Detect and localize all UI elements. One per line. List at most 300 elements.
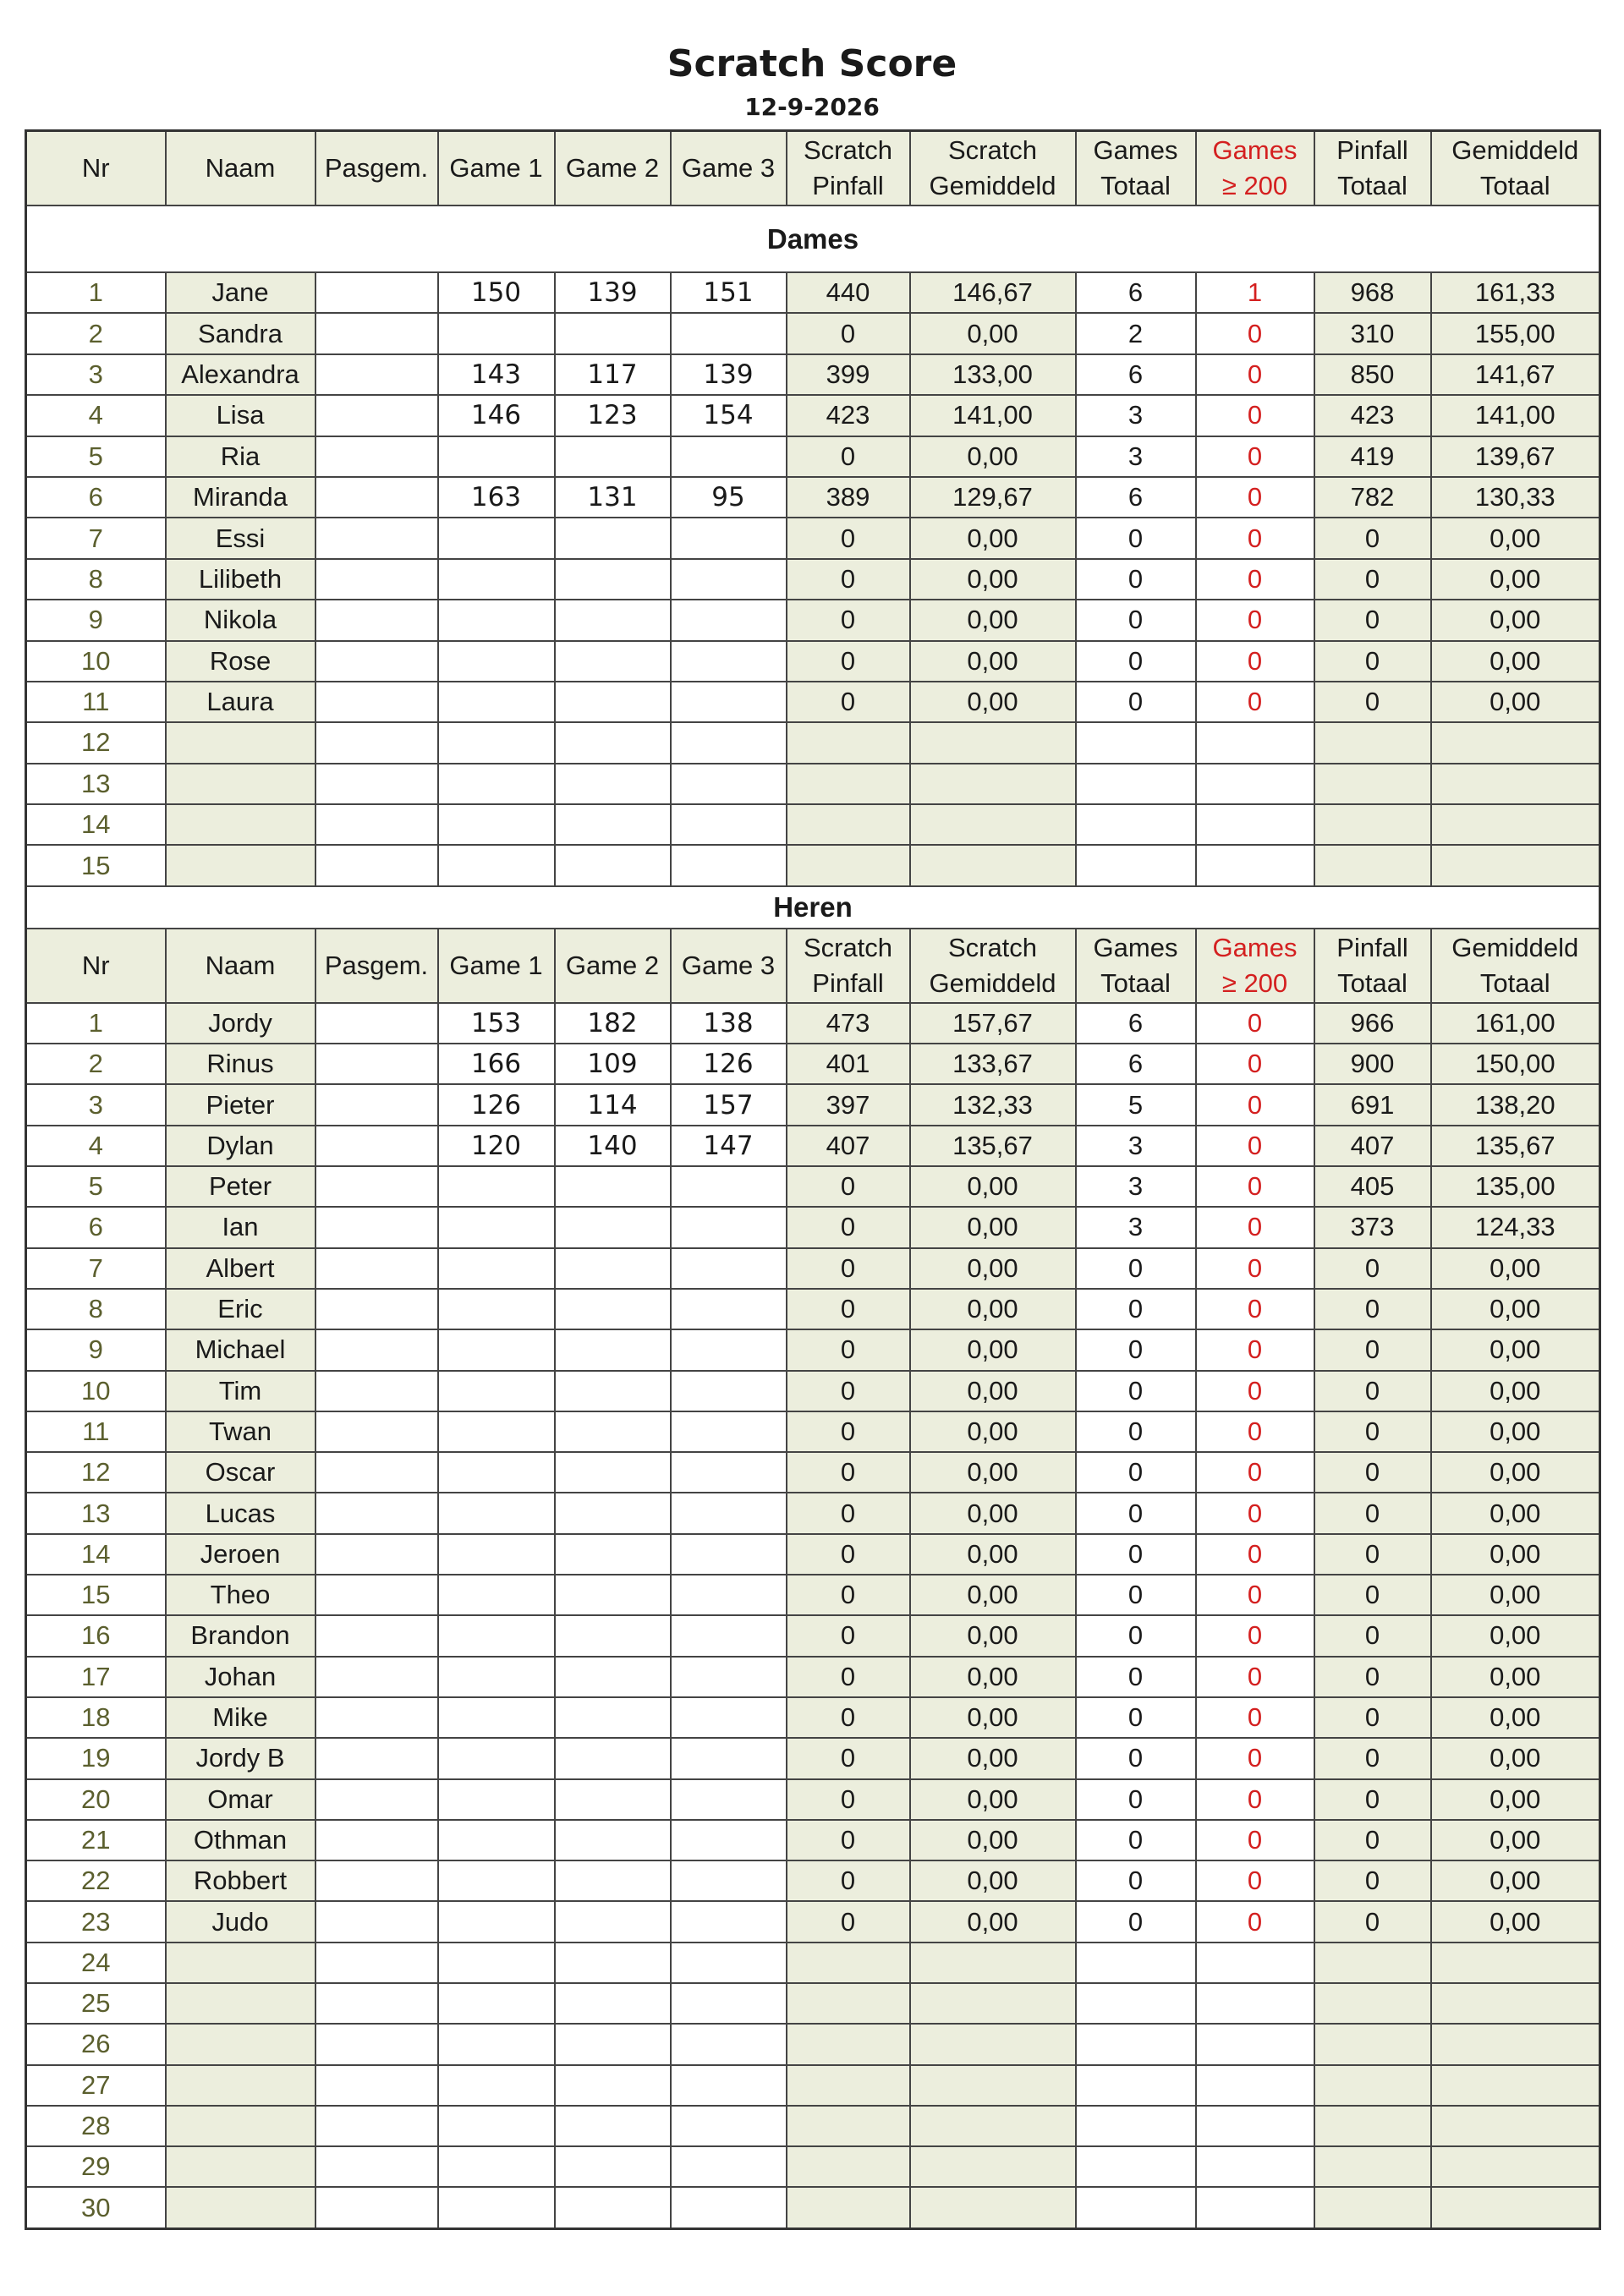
cell-scratch-pinfall: 0 [787,1901,910,1942]
cell-games-totaal: 5 [1076,1084,1196,1125]
cell-gemiddeld-totaal: 0,00 [1431,1779,1600,1820]
cell-game-1: 143 [438,354,555,395]
header-game-3 [671,929,787,1003]
cell-game-3 [671,2106,787,2146]
header-label: Gemiddeld [929,967,1056,998]
cell-game-1 [438,518,555,558]
cell-naam [166,804,315,845]
cell-game-3 [671,518,787,558]
cell-nr: 8 [26,1289,166,1329]
cell-pasgem [315,1248,438,1289]
cell-gemiddeld-totaal: 150,00 [1431,1044,1600,1084]
cell-naam [166,2065,315,2106]
cell-pinfall-totaal: 0 [1314,1820,1431,1860]
cell-naam: Nikola [166,600,315,640]
cell-gemiddeld-totaal: 161,00 [1431,1003,1600,1044]
table-row [26,1615,1600,1656]
cell-pasgem [315,682,438,722]
cell-games-200: 0 [1196,1003,1314,1044]
header-nr [26,929,166,1003]
cell-pasgem [315,1166,438,1207]
section-title: Heren [26,886,1600,929]
cell-game-3 [671,1452,787,1493]
cell-games-totaal: 3 [1076,395,1196,436]
cell-gemiddeld-totaal [1431,845,1600,885]
cell-pinfall-totaal: 0 [1314,1779,1431,1820]
cell-scratch-gemiddeld: 0,00 [910,559,1076,600]
cell-naam: Dylan [166,1126,315,1166]
cell-game-3 [671,1166,787,1207]
cell-scratch-gemiddeld: 0,00 [910,1697,1076,1738]
table-row [26,559,1600,600]
cell-pinfall-totaal: 0 [1314,641,1431,682]
cell-naam: Miranda [166,477,315,518]
section-row [26,205,1600,272]
cell-game-2 [555,804,671,845]
cell-game-1 [438,559,555,600]
header-label: Games [1093,932,1178,962]
cell-naam: Michael [166,1329,315,1370]
cell-games-200: 0 [1196,682,1314,722]
cell-pinfall-totaal: 0 [1314,1697,1431,1738]
header-game-3 [671,131,787,206]
cell-scratch-pinfall [787,2187,910,2228]
cell-game-1 [438,2106,555,2146]
header-naam [166,929,315,1003]
cell-scratch-gemiddeld: 129,67 [910,477,1076,518]
cell-pinfall-totaal: 0 [1314,1657,1431,1697]
cell-scratch-pinfall: 0 [787,1779,910,1820]
cell-game-2: 117 [555,354,671,395]
cell-games-totaal [1076,722,1196,763]
cell-games-totaal: 3 [1076,1207,1196,1247]
cell-gemiddeld-totaal [1431,2065,1600,2106]
header-label: Games [1212,135,1298,165]
cell-pinfall-totaal: 373 [1314,1207,1431,1247]
table-row [26,2187,1600,2228]
cell-pasgem [315,1411,438,1452]
cell-naam [166,2187,315,2228]
cell-game-2: 182 [555,1003,671,1044]
cell-game-1 [438,436,555,477]
table-row [26,600,1600,640]
cell-scratch-gemiddeld [910,722,1076,763]
cell-game-2 [555,2106,671,2146]
cell-gemiddeld-totaal: 0,00 [1431,1411,1600,1452]
cell-scratch-gemiddeld: 0,00 [910,1901,1076,1942]
header-label: Games [1212,932,1298,962]
cell-game-3 [671,1371,787,1411]
cell-scratch-pinfall [787,2024,910,2064]
cell-gemiddeld-totaal: 0,00 [1431,1329,1600,1370]
header-label: Game 3 [681,153,776,183]
cell-pinfall-totaal [1314,764,1431,804]
cell-pinfall-totaal [1314,845,1431,885]
cell-game-2 [555,682,671,722]
cell-scratch-gemiddeld: 0,00 [910,1329,1076,1370]
cell-games-totaal: 3 [1076,1166,1196,1207]
cell-gemiddeld-totaal: 138,20 [1431,1084,1600,1125]
cell-scratch-gemiddeld: 0,00 [910,1248,1076,1289]
cell-scratch-gemiddeld: 0,00 [910,1289,1076,1329]
cell-nr: 23 [26,1901,166,1942]
cell-scratch-gemiddeld [910,804,1076,845]
cell-nr: 1 [26,272,166,313]
cell-scratch-pinfall: 0 [787,1657,910,1697]
cell-pasgem [315,1575,438,1615]
cell-pasgem [315,1615,438,1656]
cell-pasgem [315,1860,438,1901]
cell-game-2 [555,1493,671,1533]
cell-games-200: 0 [1196,1860,1314,1901]
cell-game-3 [671,764,787,804]
cell-naam: Peter [166,1166,315,1207]
cell-gemiddeld-totaal: 141,00 [1431,395,1600,436]
cell-games-200 [1196,2106,1314,2146]
cell-scratch-gemiddeld: 0,00 [910,600,1076,640]
cell-game-3 [671,1779,787,1820]
header-game-2 [555,929,671,1003]
cell-games-200: 0 [1196,1779,1314,1820]
cell-nr: 16 [26,1615,166,1656]
cell-games-200: 0 [1196,518,1314,558]
cell-games-200: 0 [1196,436,1314,477]
header-games-totaal [1076,131,1196,206]
cell-games-200: 0 [1196,1084,1314,1125]
cell-scratch-gemiddeld: 0,00 [910,1493,1076,1533]
cell-gemiddeld-totaal: 130,33 [1431,477,1600,518]
cell-gemiddeld-totaal: 124,33 [1431,1207,1600,1247]
cell-game-1 [438,1166,555,1207]
cell-pinfall-totaal: 0 [1314,518,1431,558]
cell-gemiddeld-totaal [1431,2146,1600,2187]
header-scratch-gemiddeld [910,131,1076,206]
cell-pasgem [315,1657,438,1697]
cell-game-3: 95 [671,477,787,518]
cell-pasgem [315,1738,438,1778]
header-label: Gemiddeld [1451,135,1579,165]
cell-pasgem [315,600,438,640]
cell-game-3 [671,1411,787,1452]
table-row [26,1329,1600,1370]
cell-scratch-gemiddeld [910,2024,1076,2064]
cell-scratch-pinfall [787,722,910,763]
cell-game-2 [555,722,671,763]
cell-game-3 [671,641,787,682]
cell-game-3 [671,1738,787,1778]
cell-scratch-pinfall: 0 [787,1615,910,1656]
cell-games-200: 0 [1196,1657,1314,1697]
cell-game-3: 151 [671,272,787,313]
cell-game-3: 138 [671,1003,787,1044]
cell-scratch-gemiddeld [910,2187,1076,2228]
cell-gemiddeld-totaal: 0,00 [1431,1248,1600,1289]
cell-games-200: 0 [1196,354,1314,395]
cell-pasgem [315,354,438,395]
cell-games-totaal: 3 [1076,1126,1196,1166]
cell-game-1 [438,2187,555,2228]
cell-gemiddeld-totaal [1431,804,1600,845]
cell-games-totaal: 3 [1076,436,1196,477]
header-label: Pasgem. [324,153,429,183]
cell-game-3 [671,1534,787,1575]
cell-game-2 [555,1697,671,1738]
cell-pasgem [315,641,438,682]
cell-scratch-pinfall: 0 [787,1452,910,1493]
cell-game-1: 120 [438,1126,555,1166]
cell-game-2 [555,313,671,353]
cell-scratch-pinfall: 0 [787,1738,910,1778]
table-row [26,1084,1600,1125]
cell-nr: 9 [26,600,166,640]
cell-game-2 [555,2146,671,2187]
cell-gemiddeld-totaal: 0,00 [1431,1493,1600,1533]
cell-scratch-gemiddeld: 0,00 [910,1575,1076,1615]
page-date: 12-9-2026 [744,93,880,121]
header-label: ≥ 200 [1221,171,1288,200]
cell-game-1 [438,600,555,640]
cell-games-totaal: 0 [1076,1493,1196,1533]
cell-games-totaal: 0 [1076,1615,1196,1656]
header-label: Game 2 [565,153,660,183]
cell-nr: 2 [26,313,166,353]
cell-games-200: 0 [1196,1371,1314,1411]
cell-scratch-gemiddeld [910,1983,1076,2024]
cell-pinfall-totaal: 0 [1314,1452,1431,1493]
header-label: Totaal [1479,967,1550,998]
cell-game-2 [555,1820,671,1860]
cell-games-totaal [1076,845,1196,885]
cell-nr: 5 [26,1166,166,1207]
cell-scratch-gemiddeld: 0,00 [910,1820,1076,1860]
header-label: Pinfall [1336,932,1408,962]
cell-scratch-gemiddeld: 0,00 [910,1371,1076,1411]
cell-game-3 [671,1860,787,1901]
cell-games-totaal: 0 [1076,1860,1196,1901]
cell-game-1 [438,845,555,885]
cell-game-2 [555,518,671,558]
cell-pasgem [315,313,438,353]
cell-nr: 14 [26,1534,166,1575]
cell-naam [166,722,315,763]
cell-gemiddeld-totaal [1431,2106,1600,2146]
header-label: Pinfall [812,171,884,200]
table-row [26,804,1600,845]
header-label: Pasgem. [324,950,429,980]
cell-games-200 [1196,1943,1314,1983]
cell-scratch-pinfall: 399 [787,354,910,395]
cell-pinfall-totaal [1314,1943,1431,1983]
cell-naam: Mike [166,1697,315,1738]
cell-scratch-pinfall [787,1983,910,2024]
cell-pasgem [315,1371,438,1411]
header-games-200 [1196,929,1314,1003]
cell-games-totaal: 0 [1076,1657,1196,1697]
header-label: Scratch [803,932,893,962]
cell-games-totaal: 0 [1076,1248,1196,1289]
cell-games-200: 0 [1196,1575,1314,1615]
cell-naam [166,845,315,885]
cell-games-totaal: 6 [1076,354,1196,395]
header-label: Game 2 [565,950,660,980]
cell-scratch-pinfall: 0 [787,1411,910,1452]
cell-scratch-pinfall: 0 [787,1493,910,1533]
cell-scratch-gemiddeld [910,1943,1076,1983]
cell-pasgem [315,559,438,600]
cell-game-2 [555,2187,671,2228]
cell-game-3 [671,559,787,600]
cell-scratch-gemiddeld: 0,00 [910,1166,1076,1207]
cell-naam [166,2146,315,2187]
cell-naam: Rose [166,641,315,682]
header-label: Pinfall [812,967,884,998]
cell-pinfall-totaal [1314,2187,1431,2228]
cell-game-1 [438,1575,555,1615]
header-label: ≥ 200 [1221,967,1288,998]
table-row [26,1411,1600,1452]
cell-pasgem [315,1943,438,1983]
header-games-totaal [1076,929,1196,1003]
cell-pasgem [315,845,438,885]
cell-scratch-pinfall: 423 [787,395,910,436]
cell-pinfall-totaal: 691 [1314,1084,1431,1125]
cell-games-200: 0 [1196,313,1314,353]
cell-game-2 [555,1657,671,1697]
table-row [26,682,1600,722]
cell-game-1 [438,1452,555,1493]
cell-game-2 [555,2024,671,2064]
cell-scratch-pinfall: 0 [787,641,910,682]
cell-pinfall-totaal: 0 [1314,1534,1431,1575]
cell-game-3 [671,1943,787,1983]
header-game-1 [438,929,555,1003]
cell-game-2 [555,1779,671,1820]
cell-naam: Ria [166,436,315,477]
cell-game-2 [555,600,671,640]
cell-pinfall-totaal: 0 [1314,600,1431,640]
cell-gemiddeld-totaal: 0,00 [1431,641,1600,682]
table-row [26,1044,1600,1084]
cell-game-2 [555,1943,671,1983]
cell-games-totaal: 0 [1076,1820,1196,1860]
cell-game-1 [438,1657,555,1697]
cell-pinfall-totaal: 0 [1314,1493,1431,1533]
cell-pasgem [315,518,438,558]
cell-scratch-gemiddeld: 0,00 [910,641,1076,682]
cell-nr: 25 [26,1983,166,2024]
table-row [26,1779,1600,1820]
cell-gemiddeld-totaal: 0,00 [1431,1371,1600,1411]
cell-nr: 4 [26,1126,166,1166]
cell-naam: Twan [166,1411,315,1452]
cell-game-3 [671,1657,787,1697]
cell-nr: 21 [26,1820,166,1860]
cell-nr: 2 [26,1044,166,1084]
cell-games-200: 0 [1196,477,1314,518]
cell-game-3 [671,2065,787,2106]
cell-pasgem [315,2065,438,2106]
cell-games-totaal: 0 [1076,682,1196,722]
cell-games-totaal [1076,1943,1196,1983]
cell-gemiddeld-totaal [1431,722,1600,763]
cell-pinfall-totaal: 0 [1314,1860,1431,1901]
cell-scratch-gemiddeld: 133,00 [910,354,1076,395]
cell-games-200: 0 [1196,1697,1314,1738]
header-pinfall-totaal [1314,929,1431,1003]
cell-games-200 [1196,804,1314,845]
cell-scratch-pinfall [787,2146,910,2187]
cell-games-totaal: 0 [1076,1901,1196,1942]
cell-scratch-gemiddeld: 0,00 [910,313,1076,353]
cell-pinfall-totaal: 405 [1314,1166,1431,1207]
cell-scratch-gemiddeld: 0,00 [910,1534,1076,1575]
cell-game-3 [671,1697,787,1738]
cell-nr: 7 [26,518,166,558]
cell-pinfall-totaal: 0 [1314,1738,1431,1778]
cell-nr: 26 [26,2024,166,2064]
table-row [26,1289,1600,1329]
cell-game-2: 114 [555,1084,671,1125]
cell-scratch-gemiddeld [910,2146,1076,2187]
table-row [26,1901,1600,1942]
cell-game-2: 140 [555,1126,671,1166]
cell-pinfall-totaal [1314,2146,1431,2187]
cell-pinfall-totaal [1314,2106,1431,2146]
cell-pinfall-totaal: 0 [1314,1371,1431,1411]
cell-game-2 [555,845,671,885]
header-label: Totaal [1100,171,1171,200]
cell-game-1 [438,1860,555,1901]
cell-pasgem [315,272,438,313]
header-game-2 [555,131,671,206]
cell-pasgem [315,1493,438,1533]
cell-game-2 [555,1615,671,1656]
cell-game-3 [671,1820,787,1860]
cell-naam: Robbert [166,1860,315,1901]
cell-game-3 [671,436,787,477]
header-label: Gemiddeld [1451,932,1579,962]
cell-naam [166,2024,315,2064]
cell-games-200: 0 [1196,1901,1314,1942]
table-row [26,1657,1600,1697]
cell-games-totaal: 0 [1076,641,1196,682]
cell-scratch-pinfall [787,1943,910,1983]
cell-pinfall-totaal: 968 [1314,272,1431,313]
cell-pasgem [315,1779,438,1820]
cell-pasgem [315,477,438,518]
cell-nr: 19 [26,1738,166,1778]
cell-games-200: 0 [1196,559,1314,600]
cell-games-totaal: 6 [1076,1003,1196,1044]
cell-pasgem [315,722,438,763]
cell-scratch-gemiddeld: 141,00 [910,395,1076,436]
cell-games-totaal: 0 [1076,1534,1196,1575]
table-row [26,436,1600,477]
cell-games-totaal [1076,764,1196,804]
cell-game-3 [671,1329,787,1370]
cell-game-1 [438,1615,555,1656]
cell-games-200: 0 [1196,1044,1314,1084]
cell-scratch-pinfall: 0 [787,313,910,353]
table-row [26,1820,1600,1860]
header-gemiddeld-totaal [1431,131,1600,206]
cell-scratch-gemiddeld: 0,00 [910,1452,1076,1493]
cell-naam: Omar [166,1779,315,1820]
header-label: Pinfall [1336,135,1408,165]
cell-game-2: 123 [555,395,671,436]
cell-pinfall-totaal: 310 [1314,313,1431,353]
cell-games-200: 0 [1196,1493,1314,1533]
